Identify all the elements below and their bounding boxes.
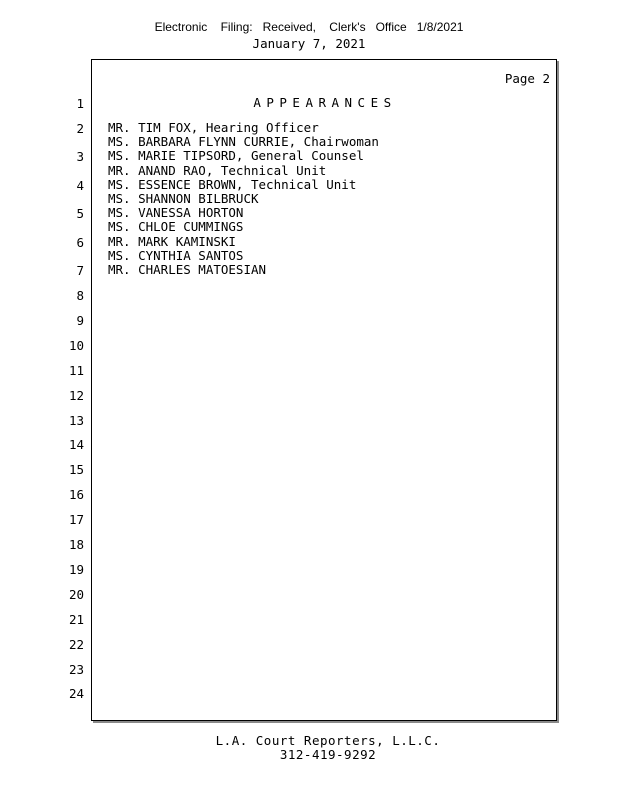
line-number: 22 bbox=[68, 637, 84, 652]
appearances-list bbox=[108, 121, 379, 277]
line-number: 5 bbox=[76, 206, 84, 221]
line-number: 3 bbox=[76, 149, 84, 164]
list-item: MS. BARBARA FLYNN CURRIE, Chairwoman bbox=[108, 134, 379, 150]
list-item: MS. CHLOE CUMMINGS bbox=[108, 219, 244, 235]
line-number: 14 bbox=[68, 437, 84, 452]
list-item: MR. TIM FOX, Hearing Officer bbox=[108, 120, 319, 135]
page-number: Page 2 bbox=[504, 71, 550, 86]
line-number: 2 bbox=[76, 121, 84, 136]
list-item: MS. CYNTHIA SANTOS bbox=[108, 247, 244, 263]
list-item: MS. MARIE TIPSORD, General Counsel bbox=[108, 148, 364, 164]
transcript-page bbox=[91, 59, 557, 721]
line-number: 16 bbox=[68, 487, 84, 502]
line-number: 19 bbox=[68, 562, 84, 577]
line-number: 4 bbox=[76, 178, 84, 193]
line-number: 24 bbox=[68, 686, 84, 701]
line-number: 20 bbox=[68, 587, 84, 602]
reporter-firm: L.A. Court Reporters, L.L.C. bbox=[215, 733, 441, 748]
line-number: 18 bbox=[68, 537, 84, 552]
list-item: MS. ESSENCE BROWN, Technical Unit bbox=[108, 176, 357, 192]
list-item: MR. CHARLES MATOESIAN bbox=[108, 262, 267, 278]
list-item: MR. MARK KAMINSKI bbox=[108, 233, 236, 249]
filing-date: January 7, 2021 bbox=[252, 36, 366, 51]
line-number: 21 bbox=[68, 612, 84, 627]
list-item: MR. ANAND RAO, Technical Unit bbox=[108, 162, 327, 178]
line-number: 15 bbox=[68, 462, 84, 477]
list-item: MS. VANESSA HORTON bbox=[108, 205, 244, 221]
line-number: 9 bbox=[76, 313, 84, 328]
line-number: 17 bbox=[68, 512, 84, 527]
reporter-phone: 312-419-9292 bbox=[279, 747, 377, 762]
line-number: 23 bbox=[68, 662, 84, 677]
line-number: 10 bbox=[68, 338, 84, 353]
line-number: 12 bbox=[68, 388, 84, 403]
list-item: MS. SHANNON BILBRUCK bbox=[108, 191, 259, 207]
line-number: 13 bbox=[68, 413, 84, 428]
page-title: APPEARANCES bbox=[253, 95, 397, 110]
line-number: 1 bbox=[76, 96, 84, 111]
filing-stamp: Electronic Filing: Received, Clerk's Office 1/8/2021 bbox=[154, 20, 464, 34]
line-number: 8 bbox=[76, 288, 84, 303]
line-number: 6 bbox=[76, 235, 84, 250]
line-number: 11 bbox=[68, 363, 84, 378]
line-number: 7 bbox=[76, 263, 84, 278]
